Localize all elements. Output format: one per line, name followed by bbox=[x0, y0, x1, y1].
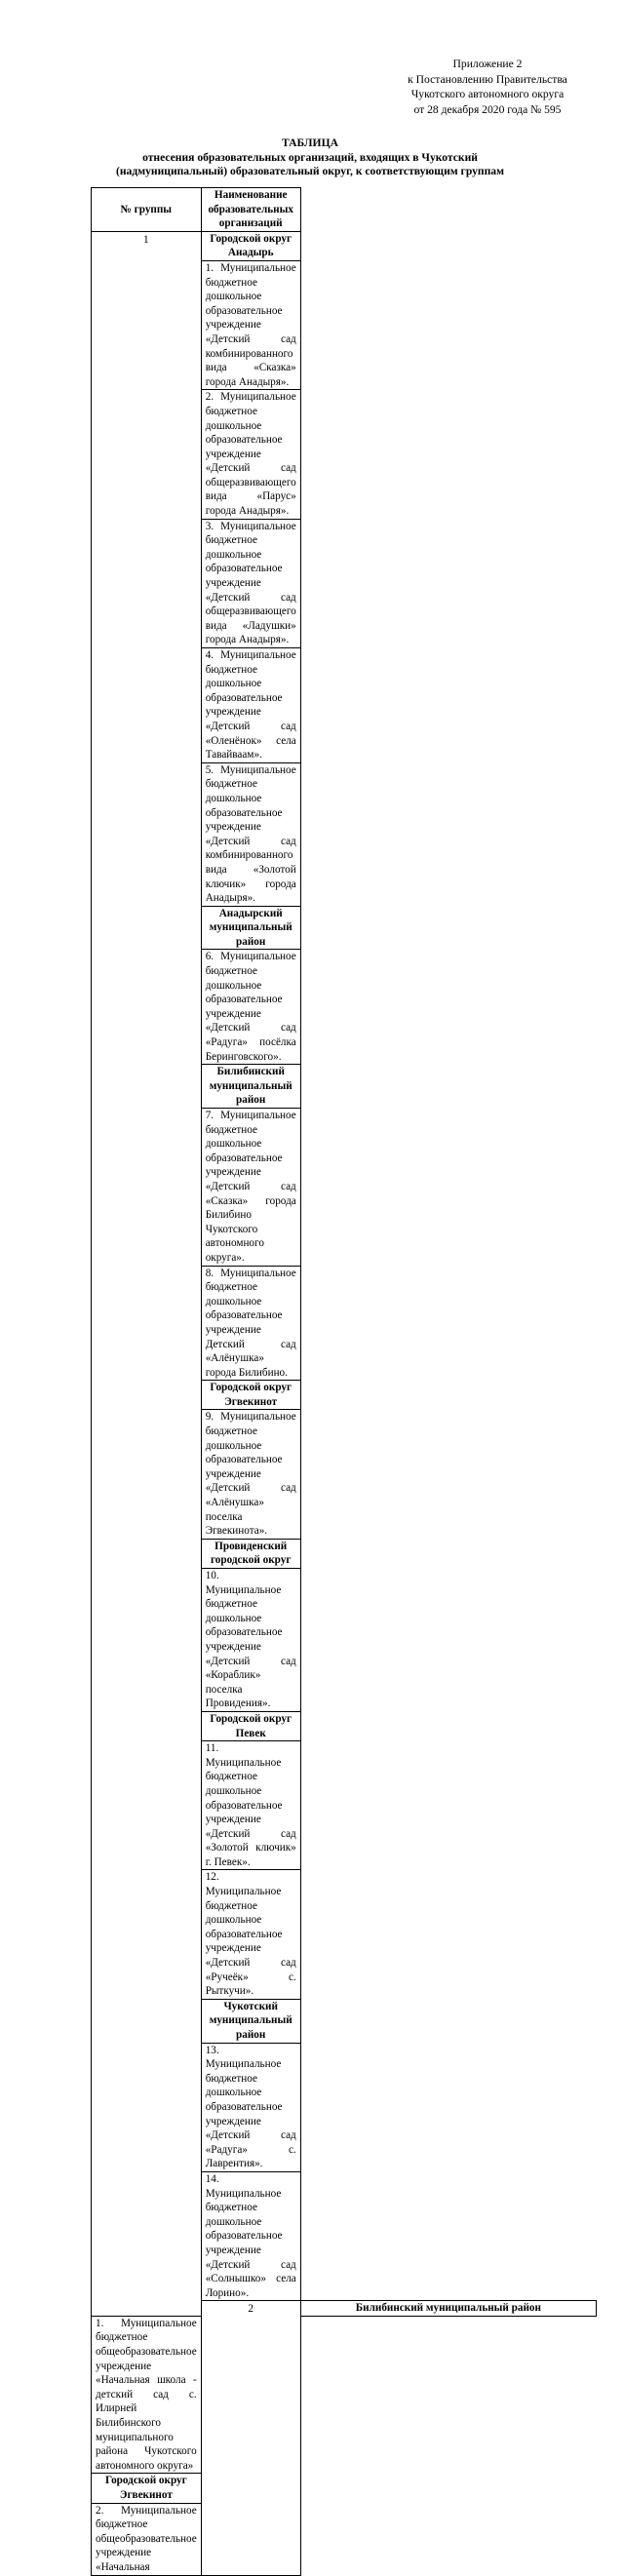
organization-entry: 14. Муниципальное бюджетное дошкольное образовательное учреждение «Детский сад «Солнышко» села Лорино». bbox=[201, 2171, 300, 2300]
group-number: 1 bbox=[92, 231, 202, 2316]
header-group-number: № группы bbox=[92, 188, 202, 232]
district-heading: Городской округ Эгвекинот bbox=[92, 2474, 202, 2503]
organization-entry: 3. Муниципальное бюджетное дошкольное образовательное учреждение «Детский сад общеразвивающего вида «Ладушки» города Анадыря». bbox=[201, 519, 300, 647]
organization-entry: 5. Муниципальное бюджетное дошкольное образовательное учреждение «Детский сад комбинированного вида «Золотой ключик» города Анадыря». bbox=[201, 762, 300, 906]
district-heading: Городской округ Эгвекинот bbox=[201, 1381, 300, 1410]
appendix-line: от 28 декабря 2020 года № 595 bbox=[413, 102, 562, 116]
district-heading: Городской округ Анадырь bbox=[201, 231, 300, 260]
district-heading: Городской округ Певек bbox=[201, 1711, 300, 1740]
organization-entry: 9. Муниципальное бюджетное дошкольное образовательное учреждение «Детский сад «Алёнушка» поселка Эгвекинота». bbox=[201, 1410, 300, 1539]
appendix-note bbox=[385, 57, 590, 117]
table-row bbox=[92, 2316, 597, 2474]
table-row bbox=[92, 2474, 597, 2503]
title-heading: ТАБЛИЦА bbox=[282, 137, 338, 149]
groups-table bbox=[91, 187, 597, 2576]
table-header-row bbox=[92, 188, 597, 232]
district-heading: Чукотский муниципальный район bbox=[201, 1999, 300, 2043]
title-line: отнесения образовательных организаций, входящих в Чукотский bbox=[142, 150, 478, 164]
table-row bbox=[92, 231, 597, 260]
organization-entry: 4. Муниципальное бюджетное дошкольное образовательное учреждение «Детский сад «Оленёнок» села Тавайваам». bbox=[201, 648, 300, 763]
organization-entry: 8. Муниципальное бюджетное дошкольное образовательное учреждение Детский сад «Алёнушка» города Билибино. bbox=[201, 1266, 300, 1381]
organization-entry: 10. Муниципальное бюджетное дошкольное образовательное учреждение «Детский сад «Кораблик» поселка Провидения». bbox=[201, 1569, 300, 1712]
organization-entry: 7. Муниципальное бюджетное дошкольное образовательное учреждение «Детский сад «Сказка» города Билибино Чукотского автономного округа». bbox=[201, 1109, 300, 1267]
district-heading: Билибинский муниципальный район bbox=[201, 1065, 300, 1109]
organization-entry: 2. Муниципальное бюджетное общеобразовательное учреждение «Начальная bbox=[92, 2503, 202, 2575]
district-heading: Билибинский муниципальный район bbox=[300, 2301, 596, 2317]
district-heading: Анадырский муниципальный район bbox=[201, 906, 300, 950]
organization-entry: 6. Муниципальное бюджетное дошкольное образовательное учреждение «Детский сад «Радуга» посёлка Беринговского». bbox=[201, 950, 300, 1065]
appendix-line: Чукотского автономного округа bbox=[410, 88, 565, 100]
organization-entry: 11. Муниципальное бюджетное дошкольное образовательное учреждение «Детский сад «Золотой ключик» г. Певек». bbox=[201, 1741, 300, 1870]
appendix-line: к Постановлению Правительства bbox=[408, 72, 567, 86]
title-line: (надмуниципальный) образовательный округ, к соответствующим группам bbox=[116, 165, 504, 178]
organization-entry: 2. Муниципальное бюджетное дошкольное образовательное учреждение «Детский сад общеразвивающего вида «Парус» города Анадыря». bbox=[201, 390, 300, 519]
organization-entry: 1. Муниципальное бюджетное общеобразовательное учреждение «Начальная школа - детский сад с. Илирней Билибинского муниципального района Чукотского автономного округа» bbox=[92, 2316, 202, 2474]
organization-entry: 13. Муниципальное бюджетное дошкольное образовательное учреждение «Детский сад «Радуга» с. Лаврентия». bbox=[201, 2043, 300, 2171]
header-organization-name: Наименование образовательных организаций bbox=[201, 188, 300, 232]
document-title bbox=[110, 137, 510, 179]
group-number: 2 bbox=[201, 2301, 300, 2575]
district-heading: Провиденский городской округ bbox=[201, 1539, 300, 1568]
table-row bbox=[92, 2503, 597, 2575]
organization-entry: 12. Муниципальное бюджетное дошкольное образовательное учреждение «Детский сад «Ручеёк» с. Рыткучи». bbox=[201, 1870, 300, 1999]
appendix-line: Приложение 2 bbox=[452, 58, 523, 70]
organization-entry: 1. Муниципальное бюджетное дошкольное образовательное учреждение «Детский сад комбинированного вида «Сказка» города Анадыря». bbox=[201, 260, 300, 389]
